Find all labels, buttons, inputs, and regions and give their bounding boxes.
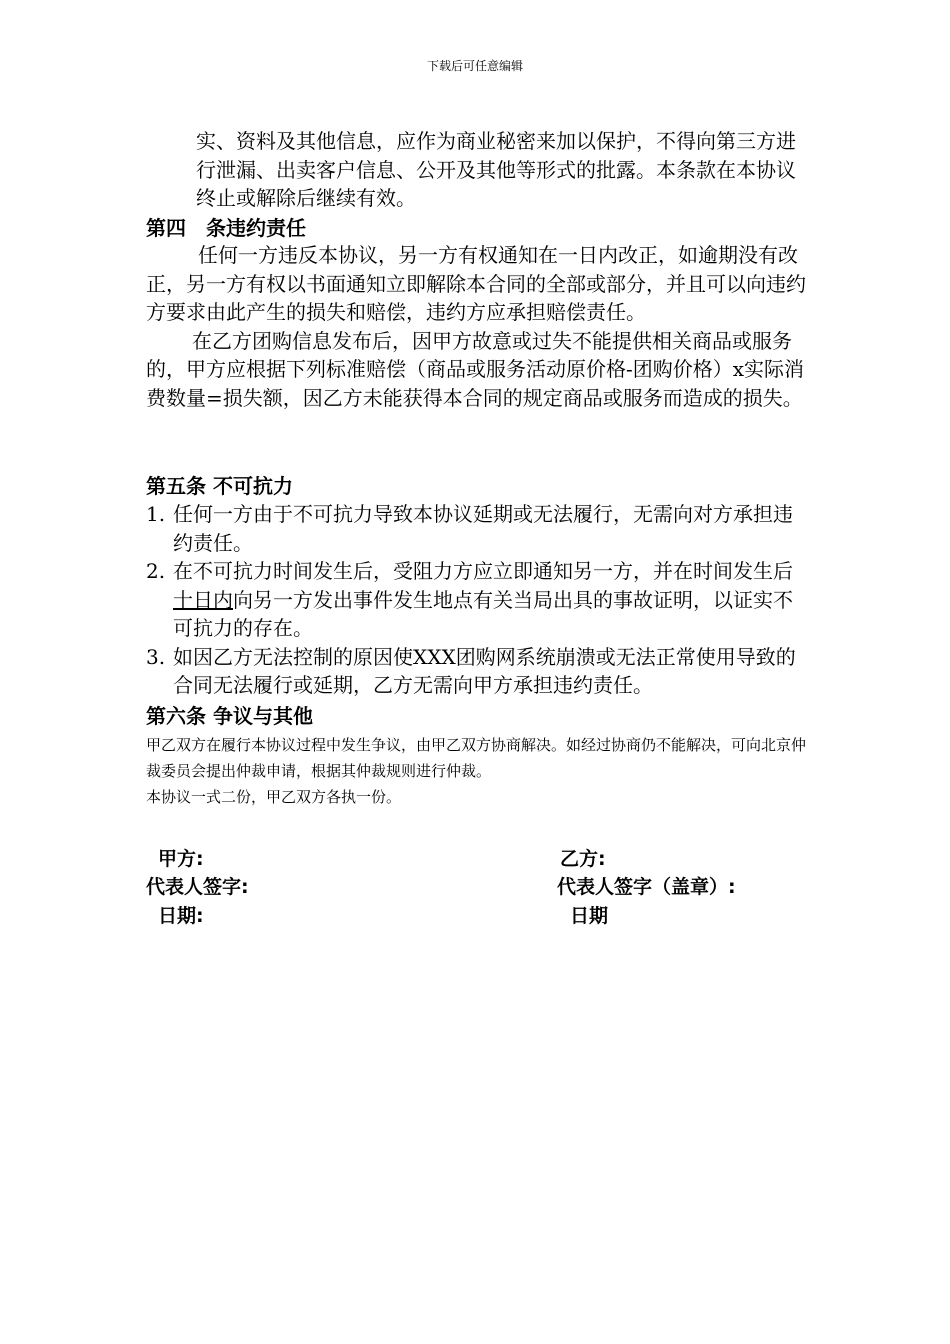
underlined-deadline: 十日内 (173, 587, 233, 612)
list-item (146, 557, 806, 643)
list-item (146, 500, 806, 557)
list-item-number: 2. (146, 559, 166, 583)
list-item-number: 1. (146, 502, 166, 526)
article6-body (146, 732, 816, 810)
article6-para1: 甲乙双方在履行本协议过程中发生争议，由甲乙双方协商解决。如经过协商仍不能解决，可向北京仲裁委员会提出仲裁申请，根据其仲裁规则进行仲裁。 (146, 736, 807, 780)
article6-title: 第六条 争议与其他 (146, 704, 313, 728)
list-item-number: 3. (146, 644, 166, 669)
party-a-label: 甲方: (158, 848, 204, 870)
article5-list (146, 500, 806, 700)
party-a-representative: 代表人签字: (146, 876, 249, 898)
party-b-date: 日期 (570, 905, 609, 927)
page-header: 下载后可任意编辑 (426, 59, 523, 73)
party-b-representative: 代表人签字（盖章）: (557, 876, 736, 898)
list-item-text-after: 向另一方发出事件发生地点有关当局出具的事故证明，以证实不可抗力的存在。 (173, 587, 793, 640)
list-item-text: 任何一方由于不可抗力导致本协议延期或无法履行，无需向对方承担违约责任。 (173, 502, 793, 555)
article5-title: 第五条 不可抗力 (146, 474, 293, 498)
article4-para2: 在乙方团购信息发布后，因甲方故意或过失不能提供相关商品或服务的，甲方应根据下列标准赔偿（商品或服务活动原价格-团购价格）x实际消费数量=损失额，因乙方未能获得本合同的规定商品或服务而造成的损失。 (146, 328, 805, 410)
article3-continued-text: 实、资料及其他信息，应作为商业秘密来加以保护，不得向第三方进行泄漏、出卖客户信息、公开及其他等形式的批露。本条款在本协议终止或解除后继续有效。 (196, 129, 796, 210)
party-b-label: 乙方: (560, 848, 606, 870)
article4-para1: 任何一方违反本协议，另一方有权通知在一日内改正，如逾期没有改正，另一方有权以书面通知立即解除本合同的全部或部分，并且可以向违约方要求由此产生的损失和赔偿，违约方应承担赔偿责任。 (146, 243, 806, 324)
party-a-date: 日期: (158, 905, 204, 927)
article3-continued (196, 127, 806, 213)
article6-para2: 本协议一式二份，甲乙双方各执一份。 (146, 788, 402, 806)
article4-body (146, 241, 806, 412)
list-item-text-before: 在不可抗力时间发生后，受阻力方应立即通知另一方，并在时间发生后 (173, 559, 793, 583)
list-item-text: 如因乙方无法控制的原因使XXX团购网系统崩溃或无法正常使用导致的合同无法履行或延期，乙方无需向甲方承担违约责任。 (173, 644, 796, 697)
article4-title: 第四 条违约责任 (146, 216, 306, 240)
list-item (146, 643, 806, 700)
